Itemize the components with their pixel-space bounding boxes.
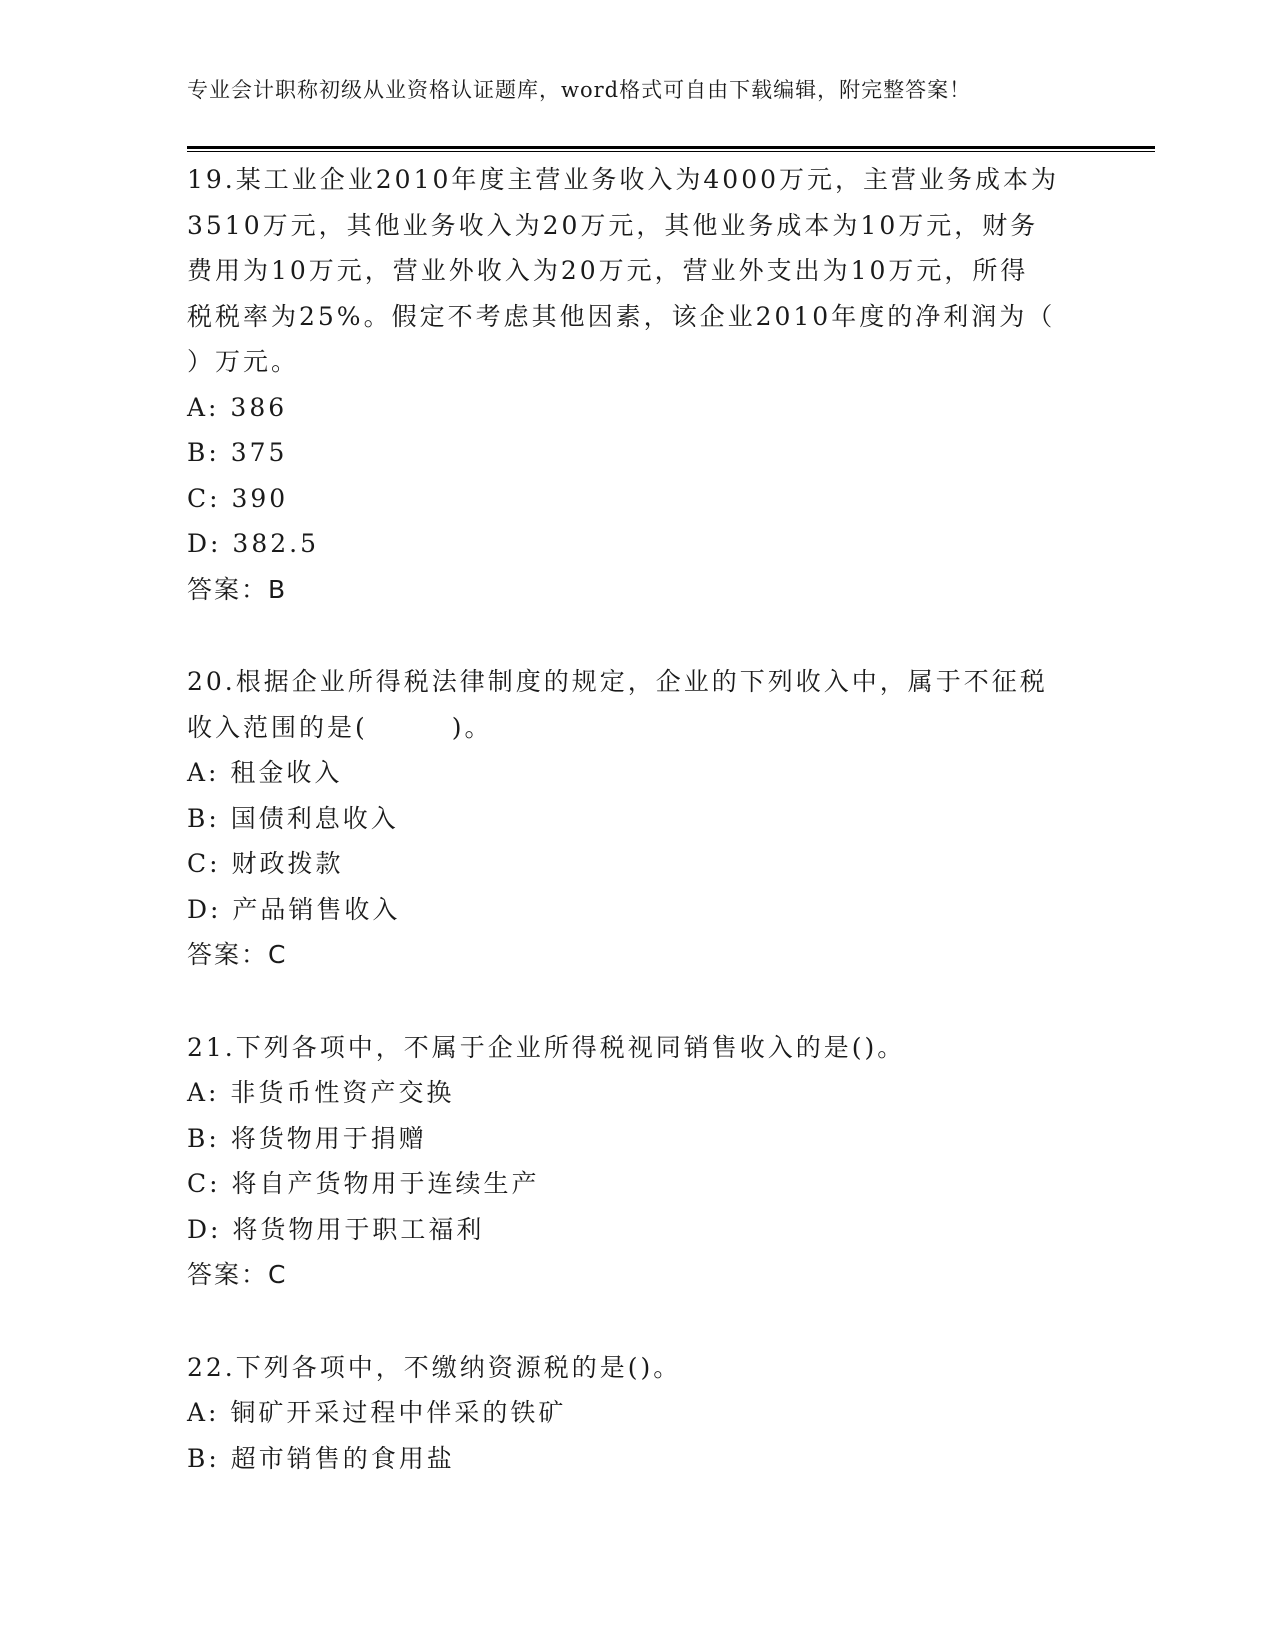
option-a: A: 386 (187, 392, 288, 422)
question-line: 21.下列各项中，不属于企业所得税视同销售收入的是()。 (187, 1032, 906, 1062)
question-line: 22.下列各项中，不缴纳资源税的是()。 (187, 1352, 682, 1382)
question-line: ）万元。 (187, 347, 300, 376)
question-20 (187, 659, 1087, 978)
question-list (187, 157, 1087, 1528)
option-a: A: 铜矿开采过程中伴采的铁矿 (187, 1398, 567, 1427)
answer-label: 答案：B (187, 574, 288, 604)
question-text (187, 1025, 1087, 1071)
question-line: 20.根据企业所得税法律制度的规定，企业的下列收入中，属于不征税 (187, 667, 1048, 696)
question-text (187, 659, 1087, 750)
option-c: C: 将自产货物用于连续生产 (187, 1169, 540, 1198)
option-d: D: 382.5 (187, 529, 319, 558)
option-b: B: 超市销售的食用盐 (187, 1443, 455, 1473)
option-c: C: 390 (187, 483, 289, 513)
question-19 (187, 157, 1087, 612)
question-21 (187, 1025, 1087, 1298)
header-rule (187, 146, 1155, 152)
question-text (187, 1345, 1087, 1391)
option-b: B: 将货物用于捐赠 (187, 1123, 427, 1153)
question-22 (187, 1345, 1087, 1482)
question-line: 税税率为25%。假定不考虑其他因素，该企业2010年度的净利润为（ (187, 301, 1056, 331)
question-line: 费用为10万元，营业外收入为20万元，营业外支出为10万元，所得 (187, 256, 1029, 285)
question-text (187, 157, 1087, 385)
question-line: 3510万元，其他业务收入为20万元，其他业务成本为10万元，财务 (187, 210, 1039, 240)
option-a: A: 非货币性资产交换 (187, 1078, 455, 1107)
option-b: B: 375 (187, 438, 288, 467)
option-c: C: 财政拨款 (187, 849, 344, 878)
option-b: B: 国债利息收入 (187, 803, 399, 833)
page-header: 专业会计职称初级从业资格认证题库，word格式可自由下载编辑，附完整答案！ (187, 78, 972, 102)
question-line: 19.某工业企业2010年度主营业务收入为4000万元，主营业务成本为 (187, 165, 1060, 194)
answer-label: 答案：C (187, 1260, 288, 1289)
option-a: A: 租金收入 (187, 758, 343, 787)
option-d: D: 产品销售收入 (187, 894, 401, 924)
answer-label: 答案：C (187, 940, 288, 969)
question-line: 收入范围的是( )。 (187, 712, 493, 742)
option-d: D: 将货物用于职工福利 (187, 1214, 485, 1244)
